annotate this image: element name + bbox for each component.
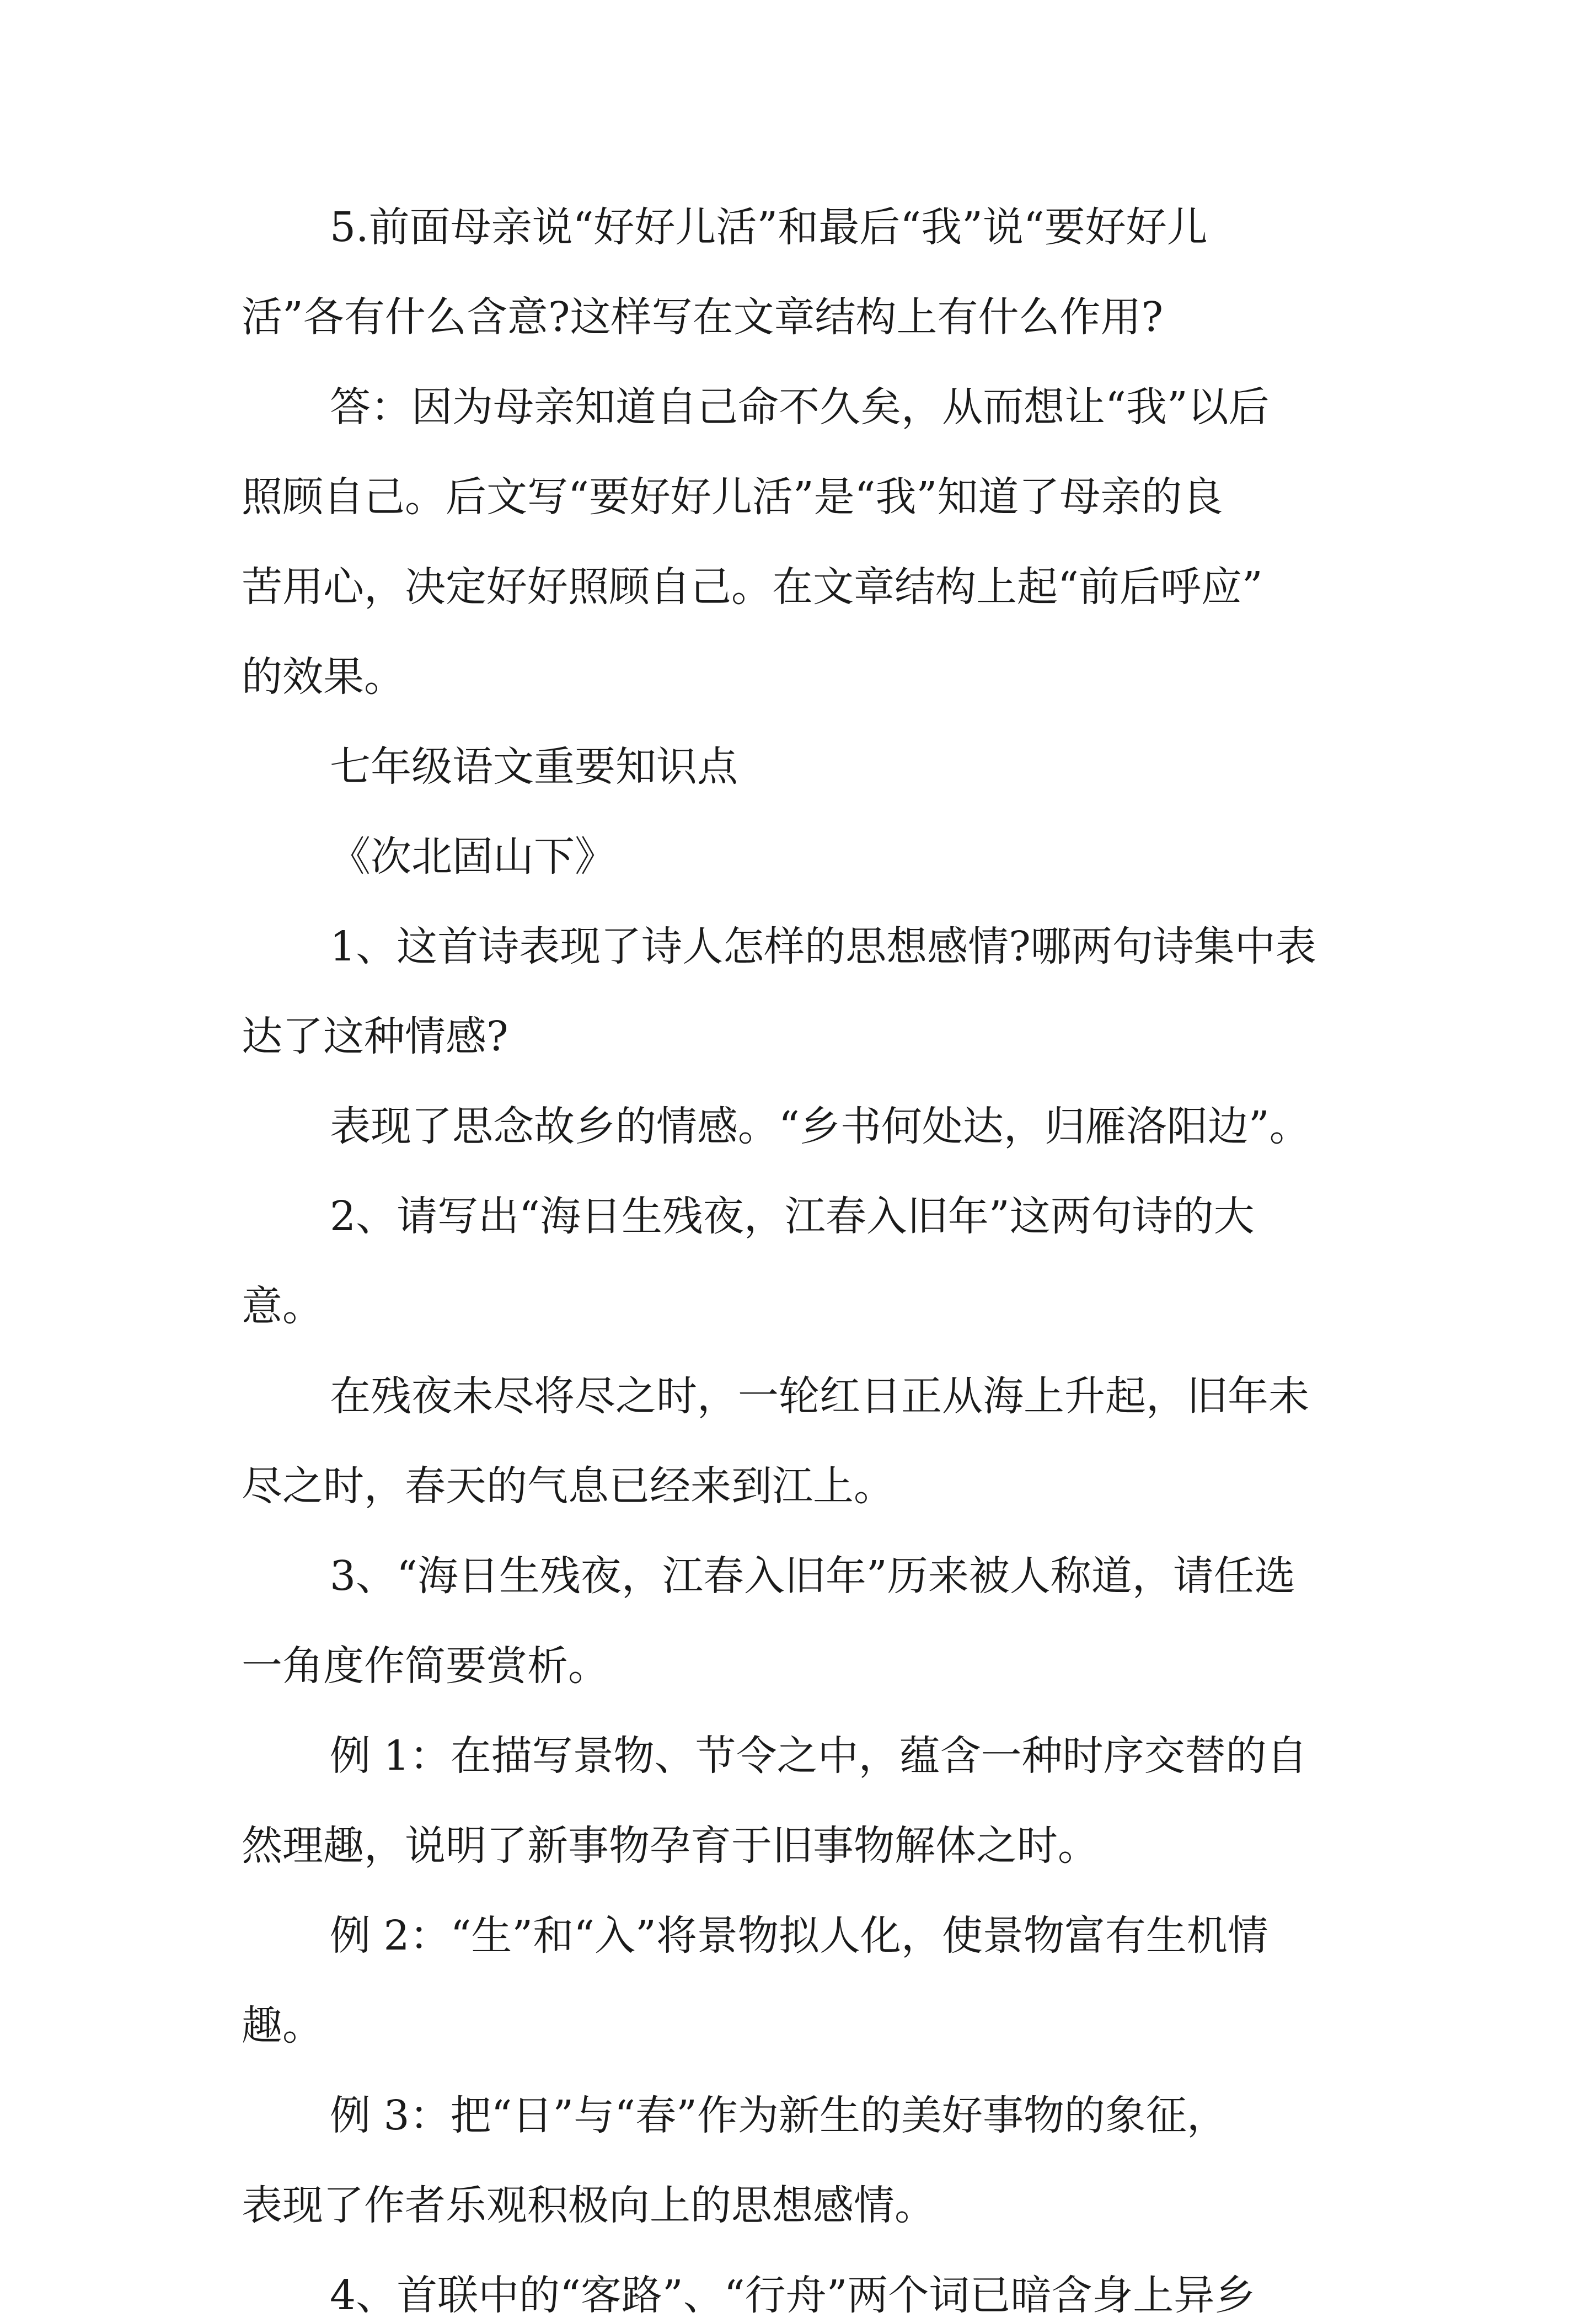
answer-5-line-3: 苦用心，决定好好照顾自己。在文章结构上起“前后呼应” [242,563,1263,611]
question-4-line-1: 4、首联中的“客路”、“行舟”两个词已暗含身上异乡 [330,2272,1256,2319]
section-heading: 七年级语文重要知识点 [330,743,738,791]
question-3-line-2: 一角度作简要赏析。 [242,1642,609,1690]
answer-1: 表现了思念故乡的情感。“乡书何处达，归雁洛阳边”。 [330,1103,1310,1150]
question-2-line-2: 意。 [242,1283,323,1330]
example-1-line-1: 例 1：在描写景物、节令之中，蕴含一种时序交替的自 [330,1732,1308,1780]
example-3-line-2: 表现了作者乐观积极向上的思想感情。 [242,2182,935,2229]
example-2-line-1: 例 2：“生”和“入”将景物拟人化，使景物富有生机情 [330,1912,1268,1959]
question-1-line-2: 达了这种情感? [242,1013,508,1060]
example-3-line-1: 例 3：把“日”与“春”作为新生的美好事物的象征， [330,2092,1228,2139]
question-5-line-1: 5.前面母亲说“好好儿活”和最后“我”说“要好好儿 [330,204,1208,251]
question-1-line-1: 1、这首诗表现了诗人怎样的思想感情?哪两句诗集中表 [330,923,1316,970]
answer-5-line-1: 答：因为母亲知道自己命不久矣，从而想让“我”以后 [330,383,1270,431]
question-5-line-2: 活”各有什么含意?这样写在文章结构上有什么作用? [242,293,1164,341]
question-2-line-1: 2、请写出“海日生残夜，江春入旧年”这两句诗的大 [330,1193,1255,1240]
answer-5-line-4: 的效果。 [242,653,405,701]
answer-2-line-1: 在残夜未尽将尽之时，一轮红日正从海上升起，旧年未 [330,1373,1309,1420]
question-3-line-1: 3、“海日生残夜，江春入旧年”历来被人称道，请任选 [330,1552,1295,1600]
answer-2-line-2: 尽之时，春天的气息已经来到江上。 [242,1462,895,1510]
example-2-line-2: 趣。 [242,2002,323,2049]
example-1-line-2: 然理趣，说明了新事物孕育于旧事物解体之时。 [242,1822,1099,1870]
poem-title: 《次北固山下》 [330,833,615,880]
answer-5-line-2: 照顾自己。后文写“要好好儿活”是“我”知道了母亲的良 [242,473,1223,521]
